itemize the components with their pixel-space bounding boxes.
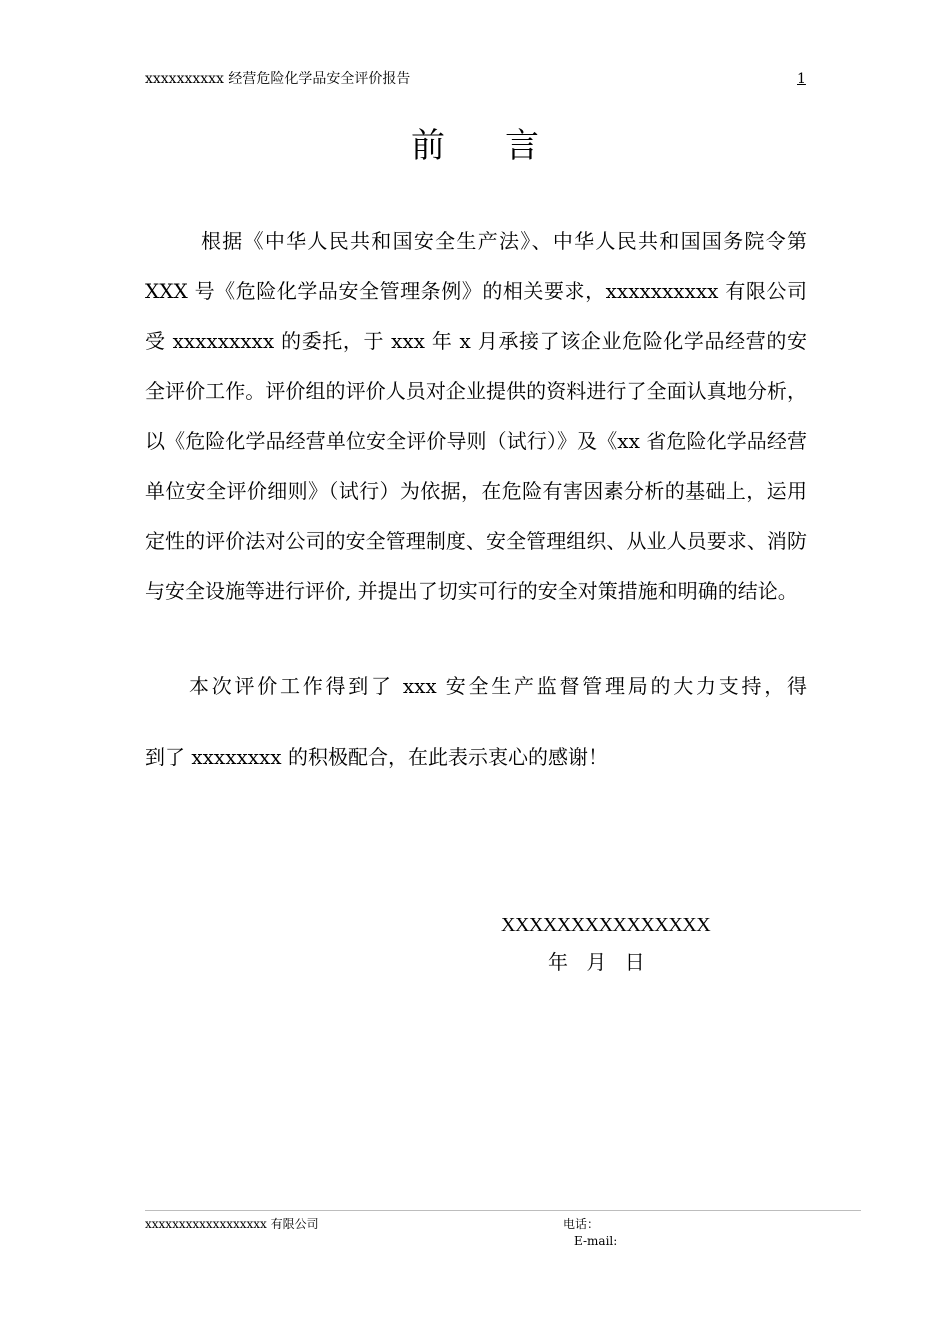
footer-email-label: E-mail: xyxy=(574,1234,618,1248)
signature-date: 年 月 日 xyxy=(548,950,645,974)
footer-phone-label: 电话： xyxy=(563,1217,600,1231)
document-title: 前言 xyxy=(411,126,599,166)
body-paragraph-2-line-2: 到了 xxxxxxxx 的积极配合，在此表示衷心的感谢！ xyxy=(145,745,608,769)
footer-company: xxxxxxxxxxxxxxxxxx 有限公司 xyxy=(145,1217,319,1231)
signature-company: XXXXXXXXXXXXXXX xyxy=(501,914,711,936)
body-paragraph-2-line-1: 本次评价工作得到了 xxx 安全生产监督管理局的大力支持，得 xyxy=(189,674,807,698)
body-paragraph-1: 根据《中华人民共和国安全生产法》、中华人民共和国国务院令第 XXX 号《危险化学品安全管理条例》的相关要求，xxxxxxxxxx 有限公司受 xxxxxxxxx 的委托，于 xxx 年 x 月承接了该企业危险化学品经营的安全评价工作。评价组的评价人员对企业提供的资料进行了全面认真地分析，以《危险化学品经营单位安全评价导则（试行）》及《xx 省危险化学品经营单位安全评价细则》（试行）为依据，在危险有害因素分析的基础上，运用定性的评价法对公司的安全管理制度、安全管理组织、从业人员要求、消防与安全设施等进行评价, 并提出了切实可行的安全对策措施和明确的结论。 xyxy=(145,229,807,603)
footer-divider xyxy=(145,1210,861,1211)
header-title: xxxxxxxxxx 经营危险化学品安全评价报告 xyxy=(145,71,411,87)
page-number: 1 xyxy=(797,71,806,87)
